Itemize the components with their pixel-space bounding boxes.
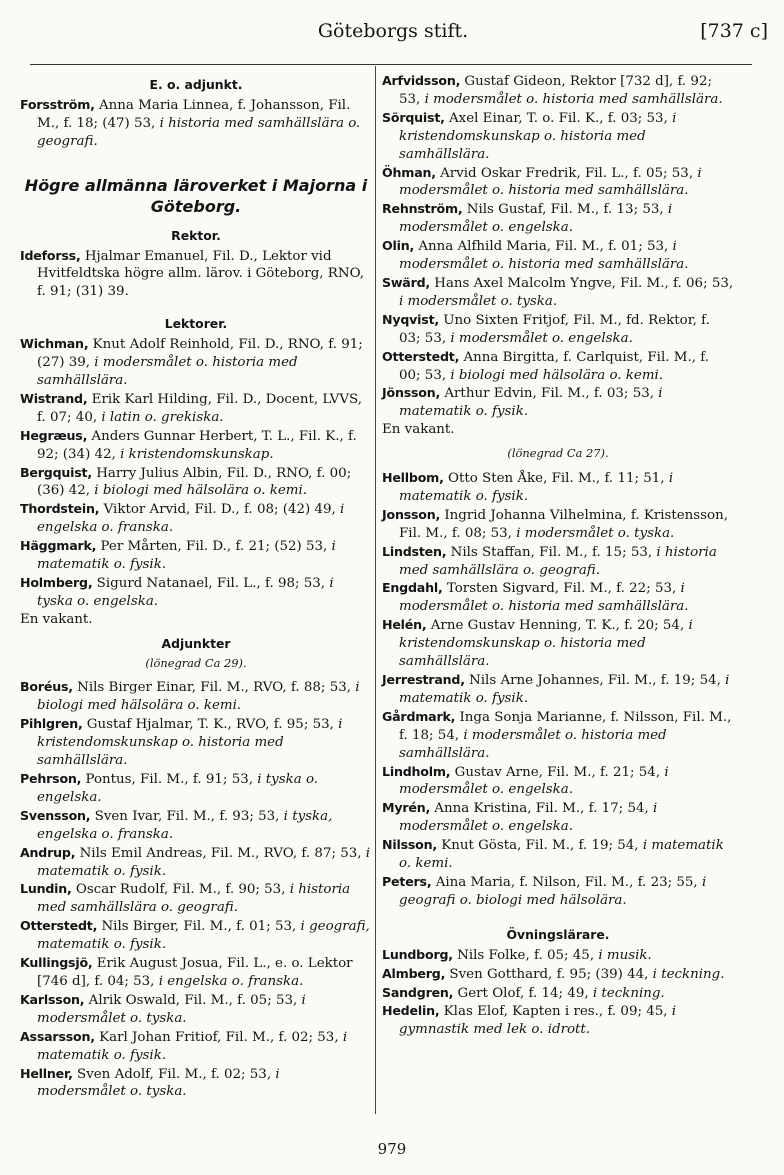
entry-list — [20, 335, 372, 611]
right-column — [382, 72, 734, 1039]
entry-list — [20, 96, 372, 151]
staff-details: Sven Adolf, Fil. M., f. 02; 53, — [72, 1066, 276, 1082]
teaching-subjects: i tyska o. engelska. — [37, 575, 334, 609]
staff-entry — [382, 164, 734, 201]
entry-list — [382, 469, 734, 910]
staff-details: Inga Sonja Marianne, f. Nilsson, Fil. M., f. 18; 54, — [399, 709, 732, 743]
entry-list — [382, 72, 734, 421]
staff-details: Sven Gotthard, f. 95; (39) 44, — [445, 966, 653, 982]
staff-details: Nils Folke, f. 05; 45, — [452, 947, 599, 963]
staff-details: Pontus, Fil. M., f. 91; 53, — [81, 772, 258, 787]
teaching-subjects: i teckning. — [652, 966, 725, 982]
staff-name: Engdahl, — [382, 580, 443, 596]
staff-details: Arthur Edvin, Fil. M., f. 03; 53, — [440, 386, 659, 402]
vacant-note: En vakant. — [20, 611, 93, 627]
staff-name: Wichman, — [20, 336, 89, 352]
staff-entry — [382, 965, 734, 984]
salary-grade-note: (lönegrad Ca 29). — [145, 655, 247, 670]
teaching-subjects: i matematik o. fysik. — [37, 1029, 348, 1063]
staff-details: Nils Arne Johannes, Fil. M., f. 19; 54, — [464, 673, 726, 688]
staff-entry — [20, 247, 372, 302]
entry-list — [20, 678, 372, 1101]
staff-entry — [20, 844, 372, 881]
staff-details: Hjalmar Emanuel, Fil. D., Lektor vid Hvitfeldtska högre allm. lärov. i Göteborg, RNO, f. 91; (31) 39. — [37, 248, 365, 300]
teaching-subjects: i teckning. — [592, 985, 665, 1001]
teaching-subjects: i modersmålet o. engelska. — [399, 801, 658, 835]
staff-details: Anna Maria Linnea, f. Johansson, Fil. M., f. 18; (47) 53, — [37, 97, 351, 131]
staff-entry — [382, 200, 734, 237]
staff-name: Myrén, — [382, 800, 431, 816]
staff-entry — [382, 506, 734, 543]
section-heading-adjunkter: Adjunkter — [161, 635, 231, 651]
salary-grade-note: (lönegrad Ca 27). — [507, 446, 609, 461]
staff-entry — [20, 537, 372, 574]
staff-details: Per Mårten, Fil. D., f. 21; (52) 53, — [96, 539, 332, 555]
staff-details: Alrik Oswald, Fil. M., f. 05; 53, — [84, 992, 302, 1008]
staff-entry — [20, 880, 372, 917]
staff-entry — [20, 427, 372, 464]
header-rule — [30, 64, 752, 65]
teaching-subjects: i kristendomskunskap o. historia med samhällslära. — [399, 618, 693, 670]
staff-entry — [20, 770, 372, 807]
page-reference: [737 c] — [700, 20, 768, 42]
teaching-subjects: i modersmålet o. tyska. — [37, 992, 306, 1026]
staff-details: Karl Johan Fritiof, Fil. M., f. 02; 53, — [94, 1029, 343, 1045]
staff-name: Olin, — [382, 238, 415, 254]
teaching-subjects: i kristendomskunskap o. historia med samhällslära. — [399, 110, 677, 162]
staff-entry — [382, 616, 734, 671]
teaching-subjects: i engelska o. franska. — [37, 502, 345, 536]
staff-name: Karlsson, — [20, 991, 85, 1007]
staff-name: Lundborg, — [382, 946, 453, 962]
staff-name: Ideforss, — [20, 247, 81, 263]
staff-entry — [382, 237, 734, 274]
staff-entry — [20, 715, 372, 770]
teaching-subjects: i modersmålet o. tyska. — [37, 1066, 280, 1100]
teaching-subjects: i modersmålet o. tyska. — [516, 525, 675, 541]
staff-entry — [20, 335, 372, 390]
staff-name: Rehnström, — [382, 201, 463, 217]
staff-details: Anna Kristina, Fil. M., f. 17; 54, — [430, 801, 654, 817]
teaching-subjects: i modersmålet o. historia med samhällslära. — [399, 239, 689, 273]
staff-details: Arne Gustav Henning, T. K., f. 20; 54, — [426, 618, 689, 634]
staff-details: Erik Karl Hilding, Fil. D., Docent, LVVS, f. 07; 40, — [37, 391, 362, 425]
teaching-subjects: i modersmålet o. historia med samhällslära. — [424, 91, 723, 107]
staff-details: Nils Emil Andreas, Fil. M., RVO, f. 87; 53, — [75, 845, 366, 861]
staff-name: Kullingsjö, — [20, 955, 93, 971]
teaching-subjects: i gymnastik med lek o. idrott. — [399, 1004, 677, 1038]
staff-details: Nils Birger, Fil. M., f. 01; 53, — [97, 919, 301, 935]
staff-entry — [20, 574, 372, 611]
staff-details: Gustaf Hjalmar, T. K., RVO, f. 95; 53, — [82, 717, 339, 733]
staff-details: Nils Birger Einar, Fil. M., RVO, f. 88; 53, — [72, 680, 356, 696]
staff-details: Nils Staffan, Fil. M., f. 15; 53, — [446, 544, 657, 560]
staff-details: Klas Elof, Kapten i res., f. 09; 45, — [439, 1004, 672, 1020]
staff-details: Anna Birgitta, f. Carlquist, Fil. M., f. 00; 53, — [399, 349, 709, 383]
staff-name: Helén, — [382, 617, 427, 633]
staff-entry — [382, 311, 734, 348]
staff-details: Anders Gunnar Herbert, T. L., Fil. K., f. 92; (34) 42, — [37, 428, 357, 462]
vacant-note: En vakant. — [382, 422, 455, 438]
staff-entry — [382, 946, 734, 965]
staff-entry — [20, 464, 372, 501]
staff-name: Nyqvist, — [382, 311, 439, 327]
staff-name: Pihlgren, — [20, 716, 83, 732]
teaching-subjects: i kristendomskunskap. — [120, 446, 274, 462]
staff-name: Gårdmark, — [382, 708, 456, 724]
staff-entry — [20, 500, 372, 537]
teaching-subjects: i modersmålet o. engelska. — [399, 764, 669, 798]
staff-entry — [382, 384, 734, 421]
staff-name: Bergquist, — [20, 464, 92, 480]
section-heading-lektorer: Lektorer. — [164, 316, 228, 332]
staff-details: Arvid Oskar Fredrik, Fil. L., f. 05; 53, — [435, 165, 698, 181]
staff-entry — [382, 671, 734, 708]
staff-details: Hans Axel Malcolm Yngve, Fil. M., f. 06; 53, — [430, 275, 734, 291]
staff-entry — [20, 991, 372, 1028]
teaching-subjects: i modersmålet o. historia med samhällslära. — [399, 727, 667, 761]
staff-name: Pehrson, — [20, 771, 82, 786]
staff-name: Holmberg, — [20, 574, 93, 590]
staff-name: Hegræus, — [20, 427, 88, 443]
teaching-subjects: i engelska o. franska. — [158, 973, 304, 989]
staff-entry — [382, 708, 734, 763]
staff-details: Aina Maria, f. Nilson, Fil. M., f. 23; 55, — [431, 874, 702, 890]
staff-details: Oscar Rudolf, Fil. M., f. 90; 53, — [71, 882, 290, 898]
staff-entry — [382, 836, 734, 873]
staff-name: Lundin, — [20, 881, 72, 897]
staff-entry — [382, 579, 734, 616]
staff-entry — [20, 1065, 372, 1102]
teaching-subjects: i geografi o. biologi med hälsolära. — [399, 874, 707, 908]
teaching-subjects: i historia med samhällslära o. geografi. — [37, 882, 351, 916]
teaching-subjects: i matematik o. kemi. — [399, 838, 724, 872]
staff-name: Otterstedt, — [20, 918, 98, 934]
staff-name: Lindholm, — [382, 763, 451, 779]
column-divider — [375, 66, 376, 1114]
staff-details: Erik August Josua, Fil. L., e. o. Lektor [746 d], f. 04; 53, — [37, 956, 353, 989]
staff-name: Svensson, — [20, 807, 91, 823]
teaching-subjects: i matematik o. fysik. — [399, 471, 674, 504]
staff-details: Harry Julius Albin, Fil. D., RNO, f. 00; (36) 42, — [37, 465, 352, 499]
staff-details: Knut Adolf Reinhold, Fil. D., RNO, f. 91; (27) 39, — [37, 337, 363, 371]
staff-name: Thordstein, — [20, 501, 100, 517]
staff-name: Nilsson, — [382, 837, 437, 853]
teaching-subjects: i geografi, matematik o. fysik. — [37, 919, 370, 953]
staff-name: Jerrestrand, — [382, 672, 465, 687]
staff-entry — [20, 807, 372, 844]
staff-details: Anna Alfhild Maria, Fil. M., f. 01; 53, — [414, 239, 673, 255]
staff-entry — [382, 799, 734, 836]
staff-name: Almberg, — [382, 965, 446, 981]
staff-entry — [20, 678, 372, 715]
teaching-subjects: i biologi med hälsolära o. kemi. — [450, 367, 664, 383]
staff-name: Otterstedt, — [382, 348, 460, 364]
entry-list — [382, 946, 734, 1040]
teaching-subjects: i tyska o. engelska. — [37, 772, 319, 805]
staff-entry — [20, 96, 372, 151]
staff-entry — [20, 917, 372, 954]
teaching-subjects: i modersmålet o. historia med samhällslära. — [399, 581, 689, 615]
staff-details: Sigurd Natanael, Fil. L., f. 98; 53, — [92, 575, 330, 591]
section-heading-eo-adjunkt: E. o. adjunkt. — [149, 77, 243, 92]
teaching-subjects: i matematik o. fysik. — [399, 673, 730, 706]
staff-details: Nils Gustaf, Fil. M., f. 13; 53, — [462, 202, 668, 218]
teaching-subjects: i tyska, engelska o. franska. — [37, 808, 333, 842]
staff-name: Sandgren, — [382, 984, 454, 1000]
teaching-subjects: i matematik o. fysik. — [37, 845, 371, 879]
staff-entry — [20, 1028, 372, 1065]
teaching-subjects: i modersmålet o. historia med samhällslära. — [399, 165, 702, 199]
staff-entry — [382, 348, 734, 385]
staff-name: Arfvidsson, — [382, 73, 461, 88]
staff-entry — [382, 274, 734, 311]
running-title: Göteborgs stift. — [317, 20, 469, 42]
staff-details: Knut Gösta, Fil. M., f. 19; 54, — [436, 838, 643, 854]
teaching-subjects: i modersmålet o. tyska. — [399, 293, 558, 309]
teaching-subjects: i musik. — [598, 947, 652, 963]
entry-list — [20, 247, 372, 302]
staff-name: Jonsson, — [382, 506, 441, 522]
staff-entry — [382, 763, 734, 800]
staff-name: Sörquist, — [382, 109, 445, 125]
staff-entry — [20, 954, 372, 991]
staff-name: Andrup, — [20, 844, 76, 860]
staff-name: Öhman, — [382, 164, 436, 180]
school-title: Högre allmänna läroverket i Majorna i Göteborg. — [24, 175, 368, 216]
teaching-subjects: i modersmålet o. historia med samhällslära. — [37, 355, 298, 388]
staff-details: Gert Olof, f. 14; 49, — [453, 985, 593, 1001]
teaching-subjects: i biologi med hälsolära o. kemi. — [94, 483, 308, 499]
staff-entry — [382, 873, 734, 910]
staff-name: Swärd, — [382, 274, 431, 290]
staff-name: Lindsten, — [382, 543, 447, 559]
teaching-subjects: i latin o. grekiska. — [101, 409, 224, 425]
teaching-subjects: i historia med samhällslära o. geografi. — [399, 544, 717, 578]
staff-name: Wistrand, — [20, 390, 88, 406]
staff-entry — [382, 109, 734, 164]
staff-details: Torsten Sigvard, Fil. M., f. 22; 53, — [442, 581, 681, 597]
page-number: 979 — [377, 1140, 407, 1158]
staff-name: Boréus, — [20, 679, 73, 695]
staff-details: Gustav Arne, Fil. M., f. 21; 54, — [450, 764, 665, 780]
section-heading-ovningslarare: Övningslärare. — [506, 926, 610, 942]
staff-entry — [382, 543, 734, 580]
staff-details: Axel Einar, T. o. Fil. K., f. 03; 53, — [444, 110, 673, 126]
staff-name: Assarsson, — [20, 1028, 95, 1044]
staff-name: Forsström, — [20, 96, 95, 112]
staff-name: Jönsson, — [382, 385, 441, 401]
teaching-subjects: i kristendomskunskap o. historia med samhällslära. — [37, 717, 343, 769]
teaching-subjects: i modersmålet o. engelska. — [450, 330, 633, 346]
staff-name: Peters, — [382, 873, 432, 889]
left-column — [20, 72, 372, 1101]
teaching-subjects: i matematik o. fysik. — [399, 386, 663, 420]
section-heading-rektor: Rektor. — [171, 227, 221, 243]
staff-entry — [382, 469, 734, 506]
staff-entry — [382, 72, 734, 109]
teaching-subjects: i biologi med hälsolära o. kemi. — [37, 680, 360, 714]
staff-details: Sven Ivar, Fil. M., f. 93; 53, — [90, 808, 284, 824]
staff-entry — [382, 1002, 734, 1039]
teaching-subjects: i matematik o. fysik. — [37, 539, 336, 573]
staff-entry — [20, 390, 372, 427]
staff-name: Häggmark, — [20, 538, 97, 554]
staff-name: Hellbom, — [382, 470, 444, 486]
staff-name: Hedelin, — [382, 1003, 440, 1019]
staff-details: Viktor Arvid, Fil. D., f. 08; (42) 49, — [99, 502, 341, 518]
staff-details: Otto Sten Åke, Fil. M., f. 11; 51, — [443, 471, 669, 487]
staff-name: Hellner, — [20, 1065, 73, 1081]
staff-details: Ingrid Johanna Vilhelmina, f. Kristensson, Fil. M., f. 08; 53, — [399, 507, 728, 541]
teaching-subjects: i modersmålet o. engelska. — [399, 202, 673, 236]
teaching-subjects: i historia med samhällslära o. geografi. — [37, 115, 361, 149]
staff-details: Uno Sixten Fritjof, Fil. M., fd. Rektor, f. 03; 53, — [399, 312, 710, 346]
staff-entry — [382, 984, 734, 1003]
staff-details: Gustaf Gideon, Rektor [732 d], f. 92; 53, — [399, 74, 712, 107]
page-header — [18, 20, 768, 48]
